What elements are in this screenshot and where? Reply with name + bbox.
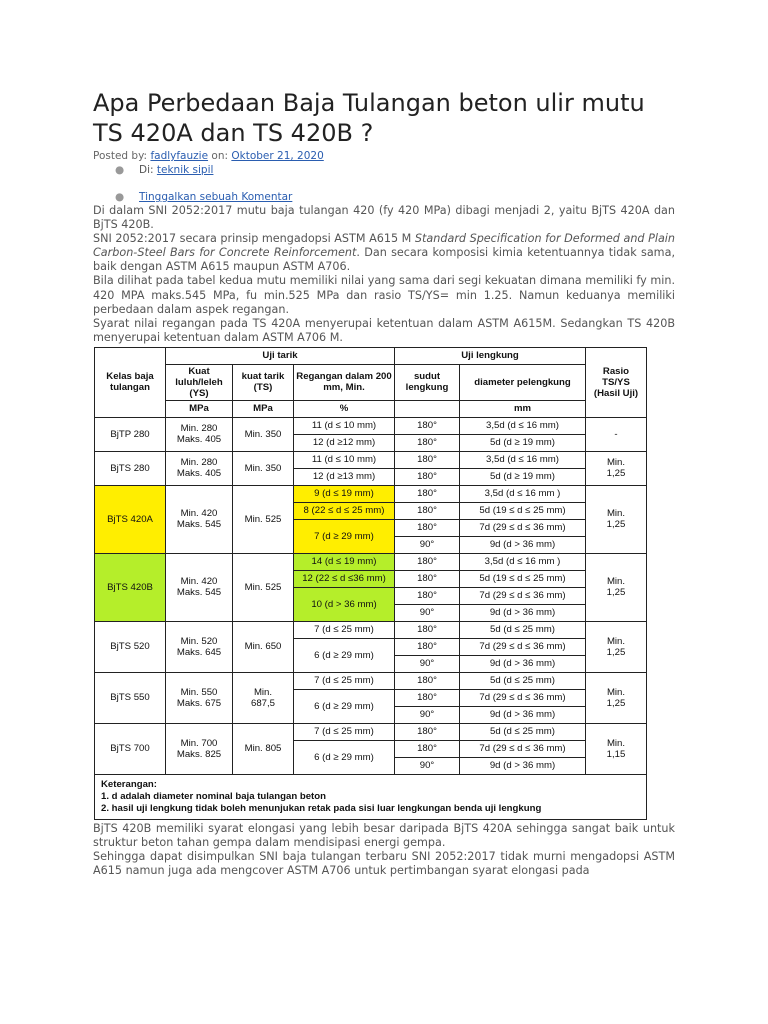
cell-ys: Min. 420 Maks. 545	[166, 485, 233, 553]
table-row	[95, 553, 647, 570]
article	[93, 88, 675, 878]
cell-diameter: 9d (d > 36 mm)	[460, 706, 586, 723]
cell-sudut: 180°	[395, 723, 460, 740]
cell-ts: Min. 687,5	[233, 672, 294, 723]
cell-kelas: BjTS 700	[95, 723, 166, 774]
cell-diameter: 5d (19 ≤ d ≤ 25 mm)	[460, 502, 586, 519]
unit-percent: %	[294, 400, 395, 417]
header-kuat-tarik: kuat tarik (TS)	[233, 364, 294, 400]
category-item	[93, 163, 675, 177]
steel-grade-table	[94, 347, 647, 820]
paragraph-4: Syarat nilai regangan pada TS 420A menyerupai ketentuan dalam ASTM A615M. Sedangkan TS 420B menyerupai ketentuan dalam ASTM A706 M.	[93, 316, 675, 344]
cell-diameter: 3,5d (d ≤ 16 mm)	[460, 451, 586, 468]
comment-item	[93, 190, 675, 204]
paragraph-2	[93, 232, 675, 274]
cell-diameter: 3,5d (d ≤ 16 mm )	[460, 553, 586, 570]
note-1: 1. d adalah diameter nominal baja tulangan beton	[101, 790, 326, 802]
cell-kelas: BjTS 420B	[95, 553, 166, 621]
unit-blank	[395, 400, 460, 417]
header-kelas: Kelas baja tulangan	[95, 347, 166, 417]
cell-diameter: 3,5d (d ≤ 16 mm )	[460, 485, 586, 502]
cell-kelas: BjTS 550	[95, 672, 166, 723]
bullet-icon: ●	[115, 191, 125, 203]
cell-sudut: 180°	[395, 587, 460, 604]
cell-regangan: 7 (d ≥ 29 mm)	[294, 519, 395, 553]
cell-regangan: 6 (d ≥ 29 mm)	[294, 740, 395, 774]
article-title: Apa Perbedaan Baja Tulangan beton ulir mutu TS 420A dan TS 420B ?	[93, 89, 645, 147]
cell-diameter: 7d (29 ≤ d ≤ 36 mm)	[460, 638, 586, 655]
cell-diameter: 7d (29 ≤ d ≤ 36 mm)	[460, 740, 586, 757]
paragraph-1: Di dalam SNI 2052:2017 mutu baja tulangan 420 (fy 420 MPa) dibagi menjadi 2, yaitu BjTS 420A dan BjTS 420B.	[93, 204, 675, 232]
cell-regangan: 11 (d ≤ 10 mm)	[294, 451, 395, 468]
post-meta	[93, 149, 675, 163]
cell-ts: Min. 350	[233, 417, 294, 451]
cell-diameter: 3,5d (d ≤ 16 mm)	[460, 417, 586, 434]
cell-diameter: 5d (d ≤ 25 mm)	[460, 723, 586, 740]
table-row	[95, 485, 647, 502]
date-link[interactable]: Oktober 21, 2020	[231, 150, 324, 162]
category-label: Di:	[139, 164, 154, 176]
cell-regangan: 7 (d ≤ 25 mm)	[294, 621, 395, 638]
cell-rasio: Min. 1,25	[586, 485, 647, 553]
cell-diameter: 9d (d > 36 mm)	[460, 604, 586, 621]
cell-sudut: 180°	[395, 417, 460, 434]
cell-sudut: 180°	[395, 519, 460, 536]
header-uji-lengkung: Uji lengkung	[395, 347, 586, 364]
cell-sudut: 180°	[395, 621, 460, 638]
comment-link[interactable]: Tinggalkan sebuah Komentar	[139, 191, 293, 203]
header-uji-tarik: Uji tarik	[166, 347, 395, 364]
cell-sudut: 180°	[395, 570, 460, 587]
cell-regangan: 6 (d ≥ 29 mm)	[294, 638, 395, 672]
cell-ys: Min. 520 Maks. 645	[166, 621, 233, 672]
cell-rasio: -	[586, 417, 647, 451]
cell-regangan: 6 (d ≥ 29 mm)	[294, 689, 395, 723]
cell-kelas: BjTP 280	[95, 417, 166, 451]
post-meta-list	[93, 163, 675, 204]
cell-kelas: BjTS 280	[95, 451, 166, 485]
cell-sudut: 180°	[395, 689, 460, 706]
cell-sudut: 180°	[395, 740, 460, 757]
cell-ys: Min. 700 Maks. 825	[166, 723, 233, 774]
cell-rasio: Min. 1,25	[586, 553, 647, 621]
cell-kelas: BjTS 420A	[95, 485, 166, 553]
cell-sudut: 90°	[395, 757, 460, 774]
note-2: 2. hasil uji lengkung tidak boleh menunjukan retak pada sisi luar lengkungan benda uji lengkung	[101, 802, 542, 814]
cell-diameter: 7d (29 ≤ d ≤ 36 mm)	[460, 587, 586, 604]
posted-by-label: Posted by:	[93, 150, 148, 162]
cell-diameter: 9d (d > 36 mm)	[460, 655, 586, 672]
cell-ys: Min. 550 Maks. 675	[166, 672, 233, 723]
bullet-icon: ●	[115, 164, 125, 176]
cell-ts: Min. 350	[233, 451, 294, 485]
cell-sudut: 180°	[395, 434, 460, 451]
cell-ts: Min. 650	[233, 621, 294, 672]
cell-ts: Min. 525	[233, 553, 294, 621]
cell-ts: Min. 525	[233, 485, 294, 553]
cell-diameter: 7d (29 ≤ d ≤ 36 mm)	[460, 689, 586, 706]
table-notes-row	[95, 774, 647, 819]
cell-rasio: Min. 1,25	[586, 672, 647, 723]
cell-ys: Min. 280 Maks. 405	[166, 417, 233, 451]
paragraph-6: Sehingga dapat disimpulkan SNI baja tulangan terbaru SNI 2052:2017 tidak murni mengadopsi ASTM A615 namun juga ada mengcover ASTM A706 untuk pertimbangan syarat elongasi pada	[93, 850, 675, 878]
header-sudut: sudut lengkung	[395, 364, 460, 400]
cell-diameter: 5d (d ≤ 25 mm)	[460, 672, 586, 689]
cell-sudut: 180°	[395, 502, 460, 519]
cell-rasio: Min. 1,25	[586, 451, 647, 485]
header-rasio: Rasio TS/YS (Hasil Uji)	[586, 347, 647, 417]
cell-sudut: 180°	[395, 485, 460, 502]
table-row	[95, 672, 647, 689]
unit-mm: mm	[460, 400, 586, 417]
cell-sudut: 90°	[395, 536, 460, 553]
cell-regangan: 11 (d ≤ 10 mm)	[294, 417, 395, 434]
cell-rasio: Min. 1,15	[586, 723, 647, 774]
paragraph-2-text-b: . Dan secara komposisi kimia ketentuannya tidak sama, baik dengan ASTM A615 maupun ASTM A706.	[93, 246, 675, 274]
header-diameter: diameter pelengkung	[460, 364, 586, 400]
table-row	[95, 621, 647, 638]
table-row	[95, 723, 647, 740]
cell-diameter: 5d (d ≥ 19 mm)	[460, 434, 586, 451]
table-notes	[95, 774, 647, 819]
cell-diameter: 5d (d ≥ 19 mm)	[460, 468, 586, 485]
cell-sudut: 180°	[395, 468, 460, 485]
cell-regangan: 12 (d ≥12 mm)	[294, 434, 395, 451]
cell-diameter: 5d (19 ≤ d ≤ 25 mm)	[460, 570, 586, 587]
cell-sudut: 180°	[395, 553, 460, 570]
paragraph-3: Bila dilihat pada tabel kedua mutu memiliki nilai yang sama dari segi kekuatan dimana memiliki fy min. 420 MPA maks.545 MPa, fu min.525 MPa dan rasio TS/YS= min 1.25. Namun keduanya memiliki perbedaan dalam aspek regangan.	[93, 274, 675, 316]
cell-diameter: 9d (d > 36 mm)	[460, 536, 586, 553]
table-row	[95, 417, 647, 434]
cell-regangan: 9 (d ≤ 19 mm)	[294, 485, 395, 502]
header-kuat-luluh: Kuat luluh/leleh (YS)	[166, 364, 233, 400]
paragraph-2-text-a: SNI 2052:2017 secara prinsip mengadopsi ASTM A615 M	[93, 232, 415, 246]
cell-regangan: 12 (22 ≤ d ≤36 mm)	[294, 570, 395, 587]
notes-title: Keterangan:	[101, 778, 157, 790]
cell-regangan: 14 (d ≤ 19 mm)	[294, 553, 395, 570]
cell-regangan: 7 (d ≤ 25 mm)	[294, 723, 395, 740]
cell-sudut: 180°	[395, 451, 460, 468]
category-link[interactable]: teknik sipil	[156, 164, 214, 176]
cell-regangan: 10 (d > 36 mm)	[294, 587, 395, 621]
cell-sudut: 90°	[395, 655, 460, 672]
header-regangan: Regangan dalam 200 mm, Min.	[294, 364, 395, 400]
cell-sudut: 180°	[395, 638, 460, 655]
author-link[interactable]: fadlyfauzie	[150, 150, 209, 162]
cell-sudut: 90°	[395, 706, 460, 723]
cell-kelas: BjTS 520	[95, 621, 166, 672]
cell-ys: Min. 280 Maks. 405	[166, 451, 233, 485]
on-label: on:	[211, 150, 229, 162]
paragraph-2-italic: Standard Specification for Deformed and Plain Carbon-Steel Bars for Concrete Reinforcement	[93, 232, 676, 260]
cell-diameter: 7d (29 ≤ d ≤ 36 mm)	[460, 519, 586, 536]
cell-ys: Min. 420 Maks. 545	[166, 553, 233, 621]
cell-diameter: 9d (d > 36 mm)	[460, 757, 586, 774]
cell-rasio: Min. 1,25	[586, 621, 647, 672]
unit-mpa-ts: MPa	[233, 400, 294, 417]
cell-regangan: 12 (d ≥13 mm)	[294, 468, 395, 485]
table-row	[95, 451, 647, 468]
cell-sudut: 180°	[395, 672, 460, 689]
cell-sudut: 90°	[395, 604, 460, 621]
cell-regangan: 8 (22 ≤ d ≤ 25 mm)	[294, 502, 395, 519]
paragraph-5: BjTS 420B memiliki syarat elongasi yang lebih besar daripada BjTS 420A sehingga sangat baik untuk struktur beton tahan gempa dalam mendisipasi energi gempa.	[93, 821, 675, 850]
cell-ts: Min. 805	[233, 723, 294, 774]
unit-mpa-ys: MPa	[166, 400, 233, 417]
cell-regangan: 7 (d ≤ 25 mm)	[294, 672, 395, 689]
cell-diameter: 5d (d ≤ 25 mm)	[460, 621, 586, 638]
